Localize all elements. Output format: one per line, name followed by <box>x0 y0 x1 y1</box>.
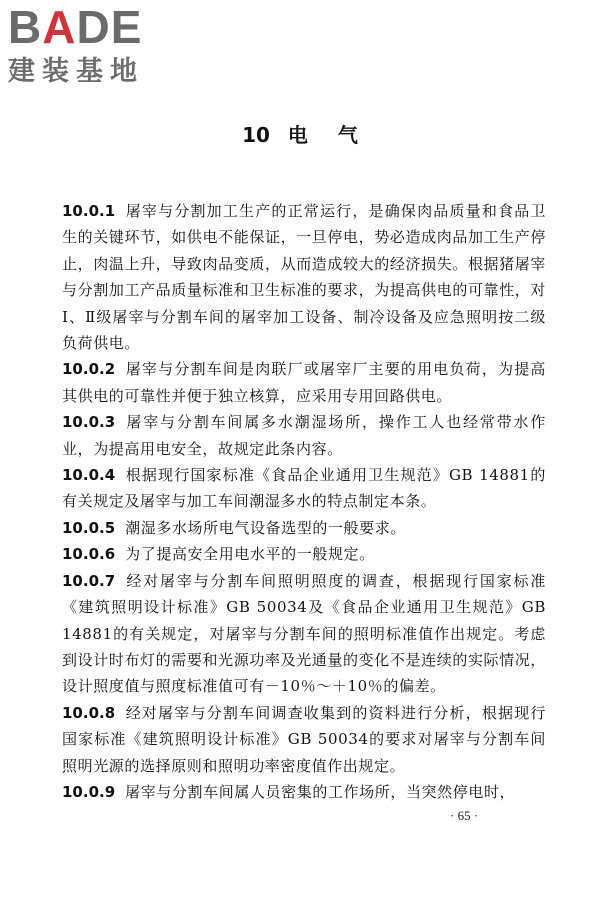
clause-text: 潮湿多水场所电气设备选型的一般要求。 <box>125 518 406 537</box>
chapter-number: 10 <box>242 123 270 147</box>
clause-number: 10.0.2 <box>62 360 116 379</box>
logo <box>8 1 178 92</box>
clause-text: 屠宰与分割车间属人员密集的工作场所，当突然停电时， <box>125 782 516 801</box>
clause-number: 10.0.1 <box>62 202 116 220</box>
clause-10-0-7 <box>62 568 546 700</box>
clause-10-0-1 <box>62 198 546 356</box>
clause-number: 10.0.8 <box>62 703 116 722</box>
clause-10-0-6 <box>62 541 546 567</box>
logo-letters-de: DE <box>76 1 143 53</box>
logo-wordmark <box>8 1 143 53</box>
clause-list <box>62 198 546 805</box>
chapter-title <box>0 120 600 150</box>
clause-text: 经对屠宰与分割车间照明照度的调查，根据现行国家标准《建筑照明设计标准》GB 50034及《食品企业通用卫生规范》GB 14881的有关规定，对屠宰与分割车间的照明标准值作出规定。考虑到设计时布灯的需要和光源功率及光通量的变化不是连续的实际情况，设计照度值与照度标准值可有－10％～＋10％的偏差。 <box>62 571 546 696</box>
clause-10-0-3 <box>62 409 546 462</box>
clause-10-0-9 <box>62 779 546 805</box>
logo-subtitle: 建装基地 <box>8 56 144 87</box>
clause-10-0-4 <box>62 462 546 515</box>
clause-number: 10.0.4 <box>62 466 116 485</box>
clause-number: 10.0.6 <box>62 545 116 564</box>
clause-10-0-8 <box>62 700 546 779</box>
clause-number: 10.0.5 <box>62 518 116 537</box>
clause-10-0-2 <box>62 356 546 409</box>
page-number: · 65 · <box>450 808 479 823</box>
clause-text: 屠宰与分割车间属多水潮湿场所，操作工人也经常带水作业，为提高用电安全，故规定此条内容。 <box>62 413 546 458</box>
clause-number: 10.0.9 <box>62 782 116 801</box>
clause-text: 经对屠宰与分割车间调查收集到的资料进行分析，根据现行国家标准《建筑照明设计标准》GB 50034的要求对屠宰与分割车间照明光源的选择原则和照明功率密度值作出规定。 <box>62 703 546 775</box>
logo-letter-b: B <box>8 1 43 53</box>
clause-10-0-5 <box>62 515 546 541</box>
chapter-title-char-1: 电 <box>287 123 308 147</box>
chapter-title-char-2: 气 <box>337 123 358 147</box>
clause-text: 屠宰与分割车间是肉联厂或屠宰厂主要的用电负荷，为提高其供电的可靠性并便于独立核算，应采用专用回路供电。 <box>62 360 546 405</box>
logo-letter-a-accent: A <box>42 1 77 53</box>
clause-text: 根据现行国家标准《食品企业通用卫生规范》GB 14881的有关规定及屠宰与加工车间潮湿多水的特点制定本条。 <box>62 466 546 511</box>
clause-number: 10.0.3 <box>62 413 116 432</box>
clause-text: 为了提高安全用电水平的一般规定。 <box>125 545 375 564</box>
clause-number: 10.0.7 <box>62 571 116 590</box>
clause-text: 屠宰与分割加工生产的正常运行，是确保肉品质量和食品卫生的关键环节，如供电不能保证，一旦停电，势必造成肉品加工生产停止，肉温上升，导致肉品变质，从而造成较大的经济损失。根据猪屠宰与分割加工产品质量标准和卫生标准的要求，为提高供电的可靠性，对Ⅰ、Ⅱ级屠宰与分割车间的屠宰加工设备、制冷设备及应急照明按二级负荷供电。 <box>62 202 546 353</box>
